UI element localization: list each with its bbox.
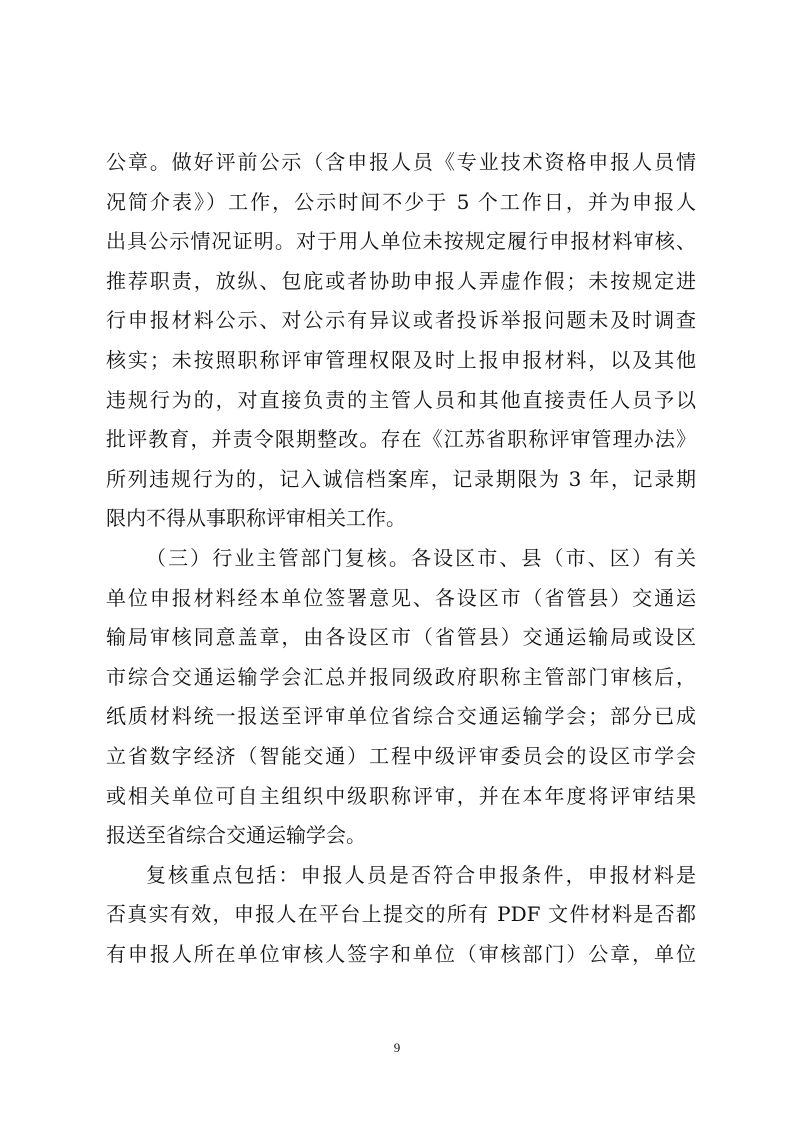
text-line: 限内不得从事职称评审相关工作。 <box>106 506 406 531</box>
text-line: 行申报材料公示、对公示有异议或者投诉举报问题未及时调查 <box>106 308 696 333</box>
text-line: 有申报人所在单位审核人签字和单位（审核部门）公章，单位 <box>106 941 696 966</box>
text-line: 市综合交通运输学会汇总并报同级政府职称主管部门审核后， <box>106 664 696 689</box>
text-line: 单位申报材料经本单位签署意见、各设区市（省管县）交通运 <box>106 585 696 610</box>
text-line: 纸质材料统一报送至评审单位省综合交通运输学会；部分已成 <box>106 704 696 729</box>
text-line: 或相关单位可自主组织中级职称评审，并在本年度将评审结果 <box>106 783 696 808</box>
page-number: 9 <box>393 1040 401 1055</box>
paragraph-start-line: 复核重点包括：申报人员是否符合申报条件，申报材料是 <box>146 862 696 887</box>
section-heading-line: （三）行业主管部门复核。各设区市、县（市、区）有关 <box>146 545 696 570</box>
text-line: 所列违规行为的，记入诚信档案库，记录期限为 3 年，记录期 <box>106 466 696 491</box>
text-line: 批评教育，并责令限期整改。存在《江苏省职称评审管理办法》 <box>106 427 696 452</box>
text-line: 出具公示情况证明。对于用人单位未按规定履行申报材料审核、 <box>106 229 696 254</box>
text-line: 况简介表》）工作，公示时间不少于 5 个工作日，并为申报人 <box>106 189 696 214</box>
text-line: 否真实有效，申报人在平台上提交的所有 PDF 文件材料是否都 <box>106 902 696 927</box>
text-line: 违规行为的，对直接负责的主管人员和其他直接责任人员予以 <box>106 387 696 412</box>
text-line: 输局审核同意盖章，由各设区市（省管县）交通运输局或设区 <box>106 625 696 650</box>
text-line: 报送至省综合交通运输学会。 <box>106 823 366 848</box>
text-line: 立省数字经济（智能交通）工程中级评审委员会的设区市学会 <box>106 743 696 768</box>
text-line: 推荐职责，放纵、包庇或者协助申报人弄虚作假；未按规定进 <box>106 268 696 293</box>
text-line: 核实；未按照职称评审管理权限及时上报申报材料，以及其他 <box>106 347 696 372</box>
body-text <box>106 143 696 974</box>
text-line: 公章。做好评前公示（含申报人员《专业技术资格申报人员情 <box>106 150 696 174</box>
